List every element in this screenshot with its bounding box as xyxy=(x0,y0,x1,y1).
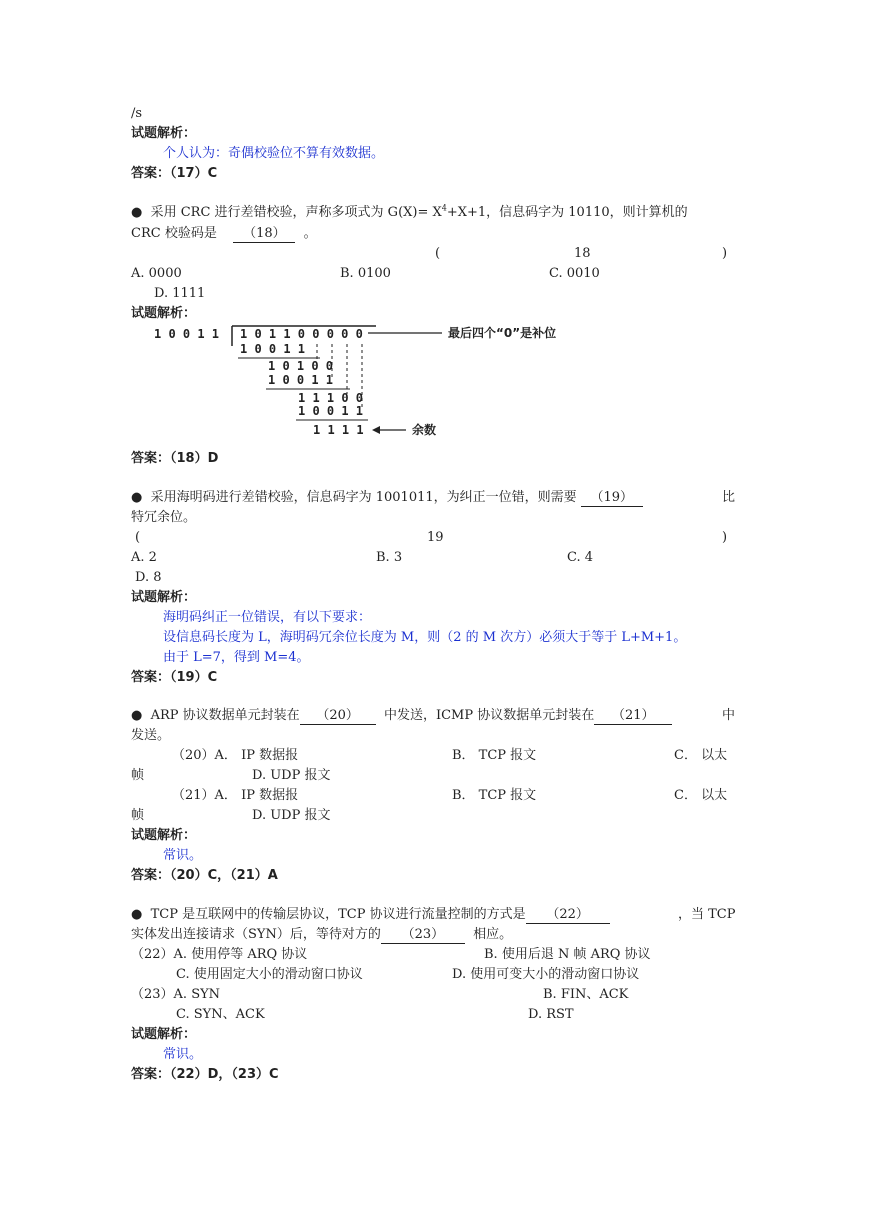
q18-option-c: C. 0010 xyxy=(549,266,600,281)
q20-stem-a: ● ARP 协议数据单元封装在 xyxy=(131,708,300,723)
crc-remainder: 1 1 1 1 xyxy=(313,423,364,437)
q20-analysis: 常识。 xyxy=(163,848,203,863)
q23-option-c: C. SYN、ACK xyxy=(176,1007,265,1022)
crc-row-1: 1 0 0 1 1 xyxy=(240,342,306,356)
q19-stem-a: ● 采用海明码进行差错校验，信息码字为 1001011，为纠正一位错，则需要 xyxy=(131,490,577,505)
paren-right: ) xyxy=(722,246,728,261)
crc-division-diagram xyxy=(150,322,590,442)
q19-answer xyxy=(131,670,217,686)
paren-left: ( xyxy=(435,246,441,261)
analysis-label: 试题解析： xyxy=(131,1027,197,1042)
q22-option-b: B. 使用后退 N 帧 ARQ 协议 xyxy=(484,947,651,962)
crc-row-4: 1 1 1 0 0 xyxy=(298,391,364,405)
q19-option-c: C. 4 xyxy=(567,550,594,565)
q20-option-a: （20）A． IP 数据报 xyxy=(172,748,299,763)
q19-analysis-3: 由于 L=7，得到 M=4。 xyxy=(163,650,310,665)
q18-option-b: B. 0100 xyxy=(340,266,391,281)
answer-value: （19）C xyxy=(170,670,218,685)
analysis-label: 试题解析： xyxy=(131,306,197,321)
q18-stem-a: ● 采用 CRC 进行差错校验，声称多项式为 G(X)= X xyxy=(131,205,442,220)
q22-stem-d: 相应。 xyxy=(473,927,513,942)
q18-stem-line2 xyxy=(131,226,317,243)
q21-blank: （21） xyxy=(594,708,672,725)
q22-stem-line2 xyxy=(131,927,512,944)
q19-stem-line1 xyxy=(131,490,643,507)
q19-analysis-2: 设信息码长度为 L，海明码冗余位长度为 M，则（2 的 M 次方）必须大于等于 L+M+1。 xyxy=(163,630,687,645)
q20-stem-d: 发送。 xyxy=(131,728,171,743)
q23-option-a: （23）A. SYN xyxy=(131,987,221,1002)
q18-stem-d: 。 xyxy=(303,226,317,241)
q23-option-d: D. RST xyxy=(528,1007,574,1022)
q20-stem-c: 中 xyxy=(722,708,736,723)
q18-stem-c: CRC 校验码是 xyxy=(131,226,217,241)
crc-row-5: 1 0 0 1 1 xyxy=(298,404,364,418)
answer-label: 答案： xyxy=(131,868,171,883)
paren-right: ) xyxy=(722,530,728,545)
q21-option-b: B． TCP 报文 xyxy=(452,788,537,803)
q22-stem-b: ，当 TCP xyxy=(678,907,736,922)
q20-option-c-cont: 帧 xyxy=(131,768,145,783)
q19-option-d: D. 8 xyxy=(135,570,162,585)
q20-option-d: D. UDP 报文 xyxy=(252,768,331,783)
q20-blank: （20） xyxy=(300,708,376,725)
q23-option-b: B. FIN、ACK xyxy=(543,987,629,1002)
q19-option-a: A. 2 xyxy=(131,550,157,565)
q22-option-c: C. 使用固定大小的滑动窗口协议 xyxy=(176,967,363,982)
page-fragment-mark: /s xyxy=(131,106,143,121)
q20-option-b: B． TCP 报文 xyxy=(452,748,537,763)
q22-blank: （22） xyxy=(526,907,610,924)
answer-label: 答案： xyxy=(131,451,171,466)
q18-stem-line1 xyxy=(131,205,688,221)
q18-answer xyxy=(131,451,218,467)
q21-option-a: （21）A． IP 数据报 xyxy=(172,788,299,803)
q19-analysis-1: 海明码纠正一位错误，有以下要求： xyxy=(163,610,372,625)
crc-row-3: 1 0 0 1 1 xyxy=(268,373,334,387)
q18-option-a: A. 0000 xyxy=(131,266,182,281)
q18-option-d: D. 1111 xyxy=(154,286,206,301)
crc-note-padding: 最后四个“0”是补位 xyxy=(448,326,557,340)
answer-label: 答案： xyxy=(131,1067,171,1082)
q19-option-b: B. 3 xyxy=(376,550,403,565)
q21-option-c: C． 以太 xyxy=(674,788,728,803)
analysis-label: 试题解析： xyxy=(131,590,197,605)
q21-option-c-cont: 帧 xyxy=(131,808,145,823)
crc-divisor: 1 0 0 1 1 xyxy=(154,327,220,341)
q18-blank: （18） xyxy=(233,226,295,243)
q17-analysis: 个人认为：奇偶校验位不算有效数据。 xyxy=(163,146,385,161)
paren-number: 18 xyxy=(574,246,591,261)
remainder-arrow-head xyxy=(372,426,380,434)
paren-left: ( xyxy=(135,530,141,545)
q22-option-d: D. 使用可变大小的滑动窗口协议 xyxy=(452,967,640,982)
q20-answer xyxy=(131,868,278,884)
q18-stem-b: +X+1，信息码字为 10110，则计算机的 xyxy=(446,205,688,220)
q18-exponent: 4 xyxy=(441,203,447,213)
analysis-label: 试题解析： xyxy=(131,828,197,843)
answer-value: （17）C xyxy=(170,166,218,181)
q22-answer xyxy=(131,1067,279,1083)
q17-answer xyxy=(131,166,217,182)
crc-row-2: 1 0 1 0 0 xyxy=(268,359,334,373)
q22-stem-line1 xyxy=(131,907,610,924)
crc-note-remainder: 余数 xyxy=(412,423,437,437)
answer-label: 答案： xyxy=(131,166,171,181)
q19-stem-b: 比 xyxy=(722,490,736,505)
q20-stem-line1 xyxy=(131,708,672,725)
crc-dividend: 1 0 1 1 0 0 0 0 0 xyxy=(240,327,363,341)
q19-stem-c: 特冗余位。 xyxy=(131,510,197,525)
answer-value: （20）C，（21）A xyxy=(170,868,278,883)
paren-number: 19 xyxy=(427,530,444,545)
analysis-label: 试题解析： xyxy=(131,126,197,141)
q22-stem-a: ● TCP 是互联网中的传输层协议，TCP 协议进行流量控制的方式是 xyxy=(131,907,526,922)
q22-stem-c: 实体发出连接请求（SYN）后，等待对方的 xyxy=(131,927,381,942)
q20-stem-b: 中发送，ICMP 协议数据单元封装在 xyxy=(383,708,595,723)
answer-value: （22）D，（23）C xyxy=(170,1067,279,1082)
q21-option-d: D. UDP 报文 xyxy=(252,808,331,823)
q19-blank: （19） xyxy=(581,490,643,507)
q22-option-a: （22）A. 使用停等 ARQ 协议 xyxy=(131,947,308,962)
q22-analysis: 常识。 xyxy=(163,1047,203,1062)
answer-label: 答案： xyxy=(131,670,171,685)
q20-option-c: C． 以太 xyxy=(674,748,728,763)
q23-blank: （23） xyxy=(381,927,465,944)
answer-value: （18）D xyxy=(170,451,219,466)
